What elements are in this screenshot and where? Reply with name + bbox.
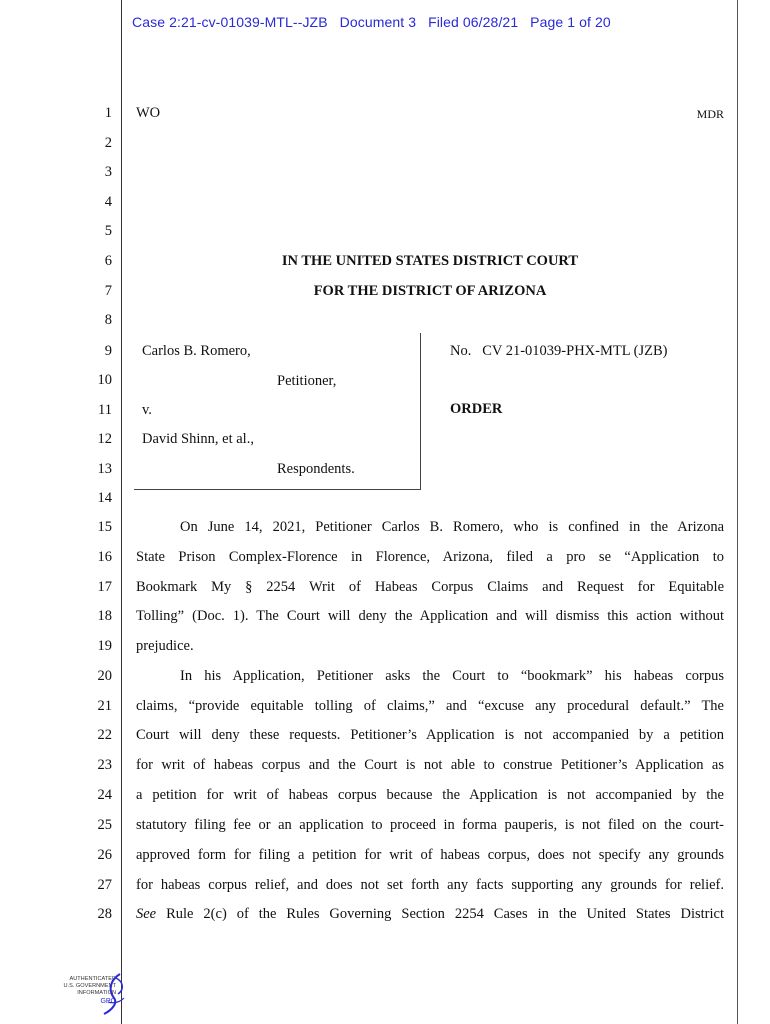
line-number: 6 bbox=[104, 253, 112, 269]
line-number: 1 bbox=[104, 105, 112, 121]
body-line: approved form for filing a petition for writ of habeas corpus, does not specify any grounds bbox=[136, 847, 724, 863]
versus: v. bbox=[142, 402, 152, 418]
line-number: 11 bbox=[98, 402, 112, 418]
line-number: 4 bbox=[104, 194, 112, 210]
right-margin-rule bbox=[737, 0, 738, 1024]
line-number: 10 bbox=[97, 372, 112, 388]
body-line: On June 14, 2021, Petitioner Carlos B. Romero, who is confined in the Arizona bbox=[180, 519, 724, 535]
seal-line: GPO bbox=[100, 998, 116, 1005]
line-number: 22 bbox=[97, 727, 112, 743]
document-title: ORDER bbox=[450, 401, 503, 417]
line-number: 19 bbox=[97, 638, 112, 654]
body-line: a petition for writ of habeas corpus because the Application is not accompanied by the bbox=[136, 787, 724, 803]
line-number: 16 bbox=[97, 549, 112, 565]
caption-horizontal-rule bbox=[134, 489, 421, 490]
seal-line: INFORMATION bbox=[77, 990, 116, 996]
respondent-name: David Shinn, et al., bbox=[142, 431, 254, 447]
line-number: 26 bbox=[97, 847, 112, 863]
eagle-seal-icon bbox=[98, 972, 128, 1018]
line-number: 9 bbox=[104, 343, 112, 359]
body-line: Court will deny these requests. Petitioner’s Application is not accompanied by a petition bbox=[136, 727, 724, 743]
line-number: 14 bbox=[97, 490, 112, 506]
line-number: 3 bbox=[104, 164, 112, 180]
body-line bbox=[136, 905, 724, 923]
caption-vertical-rule bbox=[420, 333, 421, 490]
body-line: for habeas corpus relief, and does not set forth any facts supporting any grounds for relief. bbox=[136, 877, 724, 893]
body-line: State Prison Complex-Florence in Florence, Arizona, filed a pro se “Application to bbox=[136, 549, 724, 565]
line-number: 25 bbox=[97, 817, 112, 833]
body-line: Tolling” (Doc. 1). The Court will deny the Application and will dismiss this action without bbox=[136, 608, 724, 624]
court-name: IN THE UNITED STATES DISTRICT COURT bbox=[281, 253, 579, 269]
line-number: 24 bbox=[97, 787, 112, 803]
petitioner-label: Petitioner, bbox=[277, 373, 337, 389]
line-number: 18 bbox=[97, 608, 112, 624]
line-number: 7 bbox=[104, 283, 112, 299]
respondent-label: Respondents. bbox=[277, 461, 355, 477]
line-number: 15 bbox=[97, 519, 112, 535]
line-number: 17 bbox=[97, 579, 112, 595]
petitioner-name: Carlos B. Romero, bbox=[142, 343, 251, 359]
body-line: In his Application, Petitioner asks the Court to “bookmark” his habeas corpus bbox=[180, 668, 724, 684]
seal-line: U.S. GOVERNMENT bbox=[63, 983, 116, 989]
body-line: for writ of habeas corpus and the Court is not able to construe Petitioner’s Application as bbox=[136, 757, 724, 773]
gpo-authentication-seal bbox=[40, 972, 130, 1018]
line-number: 27 bbox=[97, 877, 112, 893]
court-district: FOR THE DISTRICT OF ARIZONA bbox=[313, 283, 547, 299]
left-margin-rule bbox=[121, 0, 122, 1024]
line-number: 12 bbox=[97, 431, 112, 447]
line-number: 23 bbox=[97, 757, 112, 773]
line-number: 28 bbox=[97, 906, 112, 922]
top-left-code: WO bbox=[136, 105, 161, 121]
body-line: prejudice. bbox=[136, 638, 194, 654]
citation-text: Rule 2(c) of the Rules Governing Section 2254 Cases in the United States District bbox=[156, 906, 724, 922]
ecf-header-stamp: Case 2:21-cv-01039-MTL--JZB Document 3 Filed 06/28/21 Page 1 of 20 bbox=[132, 14, 611, 30]
line-number: 13 bbox=[97, 461, 112, 477]
line-number: 21 bbox=[97, 698, 112, 714]
body-line: Bookmark My § 2254 Writ of Habeas Corpus Claims and Request for Equitable bbox=[136, 579, 724, 595]
case-number: No. CV 21-01039-PHX-MTL (JZB) bbox=[450, 343, 668, 359]
line-number: 20 bbox=[97, 668, 112, 684]
seal-line: AUTHENTICATED bbox=[69, 976, 116, 982]
see-signal: See bbox=[136, 906, 157, 922]
line-number: 2 bbox=[104, 135, 112, 151]
top-right-code: MDR bbox=[696, 107, 724, 121]
line-number: 8 bbox=[104, 312, 112, 328]
body-line: claims, “provide equitable tolling of claims,” and “excuse any procedural default.” The bbox=[136, 698, 724, 714]
body-line: statutory filing fee or an application to proceed in forma pauperis, is not filed on the court- bbox=[136, 817, 724, 833]
line-number: 5 bbox=[104, 223, 112, 239]
